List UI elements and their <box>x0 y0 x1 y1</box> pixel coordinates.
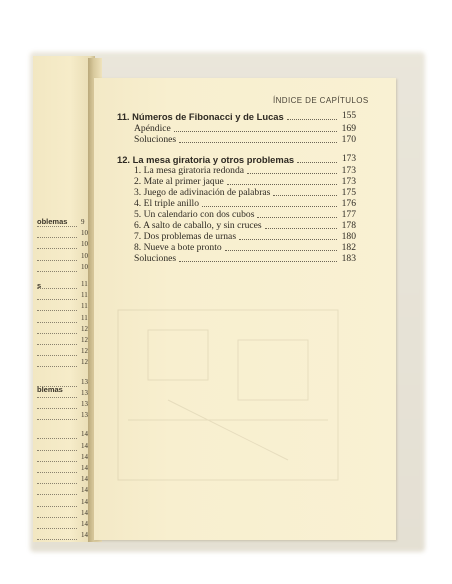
chapter-entry <box>117 111 356 122</box>
leader-dots <box>225 249 337 251</box>
left-page-number: 13 <box>81 411 88 420</box>
toc-item <box>134 176 356 187</box>
toc-item <box>134 253 356 264</box>
page-number: 180 <box>341 231 356 242</box>
leader-dots <box>179 141 337 143</box>
page-number: 169 <box>341 123 356 134</box>
left-page-number: 14 <box>81 464 88 472</box>
left-page-number: 14 <box>81 497 88 506</box>
toc-item-label: 8. Nueve a bote pronto <box>134 242 222 253</box>
leader-dots <box>202 205 337 207</box>
page-number: 176 <box>341 198 356 209</box>
page-number: 183 <box>341 253 356 264</box>
toc-item <box>134 231 356 242</box>
chapter-entry <box>117 154 356 165</box>
toc-item-label: 2. Mate al primer jaque <box>134 176 224 187</box>
left-page-number: 10 <box>81 251 88 260</box>
page-number: 177 <box>341 209 356 220</box>
left-page-fragment: s <box>37 281 42 290</box>
leader-dots <box>257 216 337 218</box>
toc-item-label: Apéndice <box>134 123 171 134</box>
toc-item <box>134 198 356 209</box>
toc-item-label: 1. La mesa giratoria redonda <box>134 165 245 176</box>
left-page-number: 13 <box>81 388 88 397</box>
left-page-fragment: oblemas <box>37 217 68 226</box>
left-page-number: 11 <box>81 280 88 288</box>
left-page-number: 14 <box>81 486 88 495</box>
toc-item-label: 5. Un calendario con dos cubos <box>134 209 255 220</box>
toc-item-label: 7. Dos problemas de urnas <box>134 231 237 242</box>
toc-item-label: 4. El triple anillo <box>134 198 200 209</box>
page-number: 170 <box>341 134 356 145</box>
left-page-number: 14 <box>81 531 88 540</box>
left-page-number: 14 <box>81 475 88 484</box>
left-page-number: 14 <box>81 452 88 461</box>
toc-item <box>134 165 356 176</box>
left-page-number: 13 <box>81 400 88 408</box>
leader-dots <box>227 183 337 185</box>
left-page-number: 14 <box>81 520 88 528</box>
toc-item <box>134 209 356 220</box>
page-number: 182 <box>341 242 356 253</box>
left-page-number: 11 <box>81 291 88 300</box>
toc-item-label: Soluciones <box>134 253 177 264</box>
chapter-title: 11. Números de Fibonacci y de Lucas <box>117 111 284 122</box>
leader-dots <box>287 118 337 120</box>
left-page-number: 14 <box>81 430 88 439</box>
toc-item <box>134 242 356 253</box>
left-page-number: 14 <box>81 441 88 450</box>
page-number: 175 <box>341 187 356 198</box>
left-page-number: 12 <box>81 358 88 367</box>
page-number: 173 <box>341 165 356 176</box>
leader-dots <box>247 172 337 174</box>
left-page-number: 14 <box>81 508 88 517</box>
left-page-number: 11 <box>81 313 88 322</box>
toc-item <box>134 123 356 134</box>
left-page-number: 10 <box>81 229 88 238</box>
page-number: 173 <box>341 176 356 187</box>
chapter-title: 12. La mesa giratoria y otros problemas <box>117 154 295 165</box>
page-number: 178 <box>341 220 356 231</box>
leader-dots <box>297 161 337 163</box>
left-page-number: 12 <box>81 336 88 344</box>
left-page-number: 10 <box>81 262 88 271</box>
toc-item-label: Soluciones <box>134 134 177 145</box>
page-number: 173 <box>341 154 356 164</box>
toc-item-label: 6. A salto de caballo, y sin cruces <box>134 220 262 231</box>
left-page-number: 10 <box>81 240 88 249</box>
toc-item <box>134 187 356 198</box>
left-page-number: 12 <box>81 324 88 333</box>
leader-dots <box>273 194 337 196</box>
left-page-number: 13 <box>81 377 88 386</box>
left-page-number: 9 <box>81 218 85 226</box>
leader-dots <box>265 227 337 229</box>
page-header: ÍNDICE DE CAPÍTULOS <box>273 96 369 105</box>
toc-item <box>134 220 356 231</box>
left-page-number: 11 <box>81 302 88 311</box>
left-page-number: 12 <box>81 347 88 356</box>
toc-item-label: 3. Juego de adivinación de palabras <box>134 187 271 198</box>
page-number: 155 <box>341 111 356 121</box>
left-page-fragment: blemas <box>37 385 63 394</box>
leader-dots <box>239 238 337 240</box>
toc-item <box>134 134 356 145</box>
leader-dots <box>179 260 337 262</box>
leader-dots <box>174 130 337 132</box>
